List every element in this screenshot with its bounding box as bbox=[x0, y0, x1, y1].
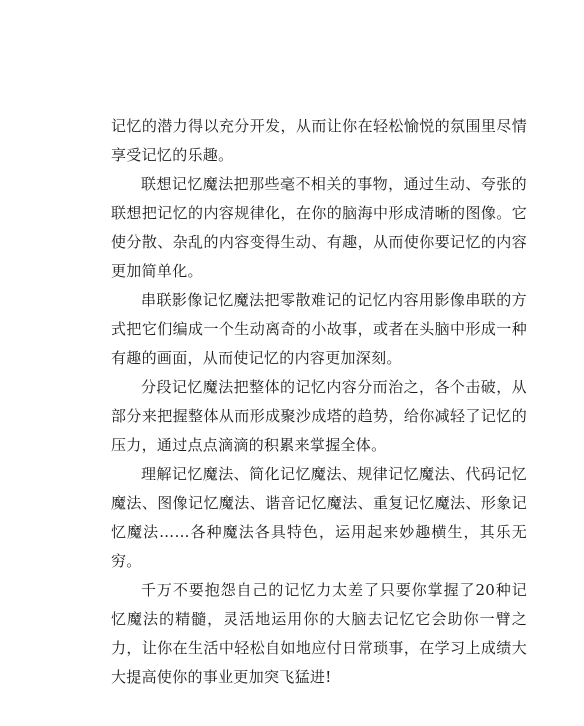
paragraph-2: 联想记忆魔法把那些毫不相关的事物，通过生动、夸张的联想把记忆的内容规律化，在你的脑海中形成清晰的图像。它使分散、杂乱的内容变得生动、有趣，从而使你要记忆的内容更加简单化。 bbox=[111, 175, 527, 280]
paragraph-1: 记忆的潜力得以充分开发，从而让你在轻松愉悦的氛围里尽情享受记忆的乐趣。 bbox=[111, 117, 527, 164]
paragraph-5: 理解记忆魔法、简化记忆魔法、规律记忆魔法、代码记忆魔法、图像记忆魔法、谐音记忆魔法、重复记忆魔法、形象记忆魔法……各种魔法各具特色，运用起来妙趣横生，其乐无穷。 bbox=[111, 465, 527, 570]
paragraph-3: 串联影像记忆魔法把零散难记的记忆内容用影像串联的方式把它们编成一个生动离奇的小故事，或者在头脑中形成一种有趣的画面，从而使记忆的内容更加深刻。 bbox=[111, 291, 527, 367]
paragraph-6: 千万不要抱怨自己的记忆力太差了只要你掌握了20种记忆魔法的精髓，灵活地运用你的大脑去记忆它会助你一臂之力，让你在生活中轻松自如地应付日常琐事，在学习上成绩大大提高使你的事业更加突飞猛进! bbox=[111, 581, 527, 686]
body-text bbox=[111, 112, 527, 692]
paragraph-4: 分段记忆魔法把整体的记忆内容分而治之，各个击破，从部分来把握整体从而形成聚沙成塔的趋势，给你减轻了记忆的压力，通过点点滴滴的积累来掌握全体。 bbox=[111, 378, 527, 454]
